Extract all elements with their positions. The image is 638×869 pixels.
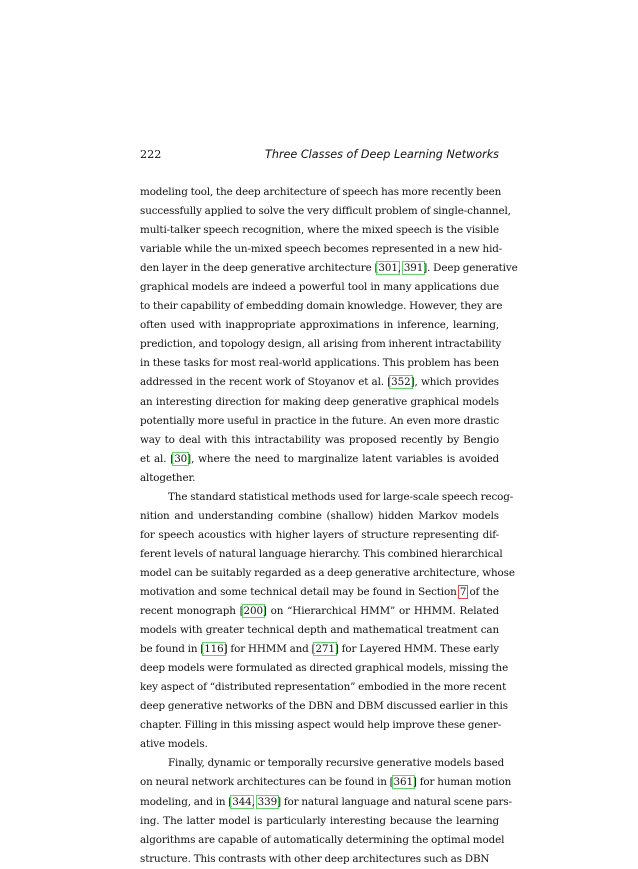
citation-link[interactable]: 271 <box>315 643 335 656</box>
text-line: variable while the un-mixed speech becomes represented in a new hid- <box>140 243 503 256</box>
text-line: key aspect of “distributed representation” embodied in the more recent <box>140 681 507 694</box>
text-line: often used with inappropriate approximations in inference, learning, <box>140 319 499 332</box>
citation-link[interactable]: 361 <box>393 776 413 789</box>
text-line: modeling tool, the deep architecture of speech has more recently been <box>140 186 502 198</box>
paragraph <box>140 183 518 488</box>
running-title: Three Classes of Deep Learning Networks <box>265 148 499 161</box>
body-text <box>140 183 518 869</box>
citation-link[interactable]: 116 <box>204 643 224 656</box>
text-line: modeling, and in [344, 339] for natural language and natural scene pars- <box>140 795 512 808</box>
text-line: motivation and some technical detail may be found in Section 7 of the <box>140 585 499 598</box>
text-line: algorithms are capable of automatically determining the optimal model <box>140 833 505 846</box>
text-line: way to deal with this intractability was proposed recently by Bengio <box>140 433 499 446</box>
text-line: et al. [30], where the need to marginalize latent variables is avoided <box>140 452 500 465</box>
text-line: prediction, and topology design, all arising from inherent intractability <box>140 338 502 351</box>
text-line: deep models were formulated as directed graphical models, missing the <box>140 662 509 675</box>
citation-link[interactable]: 339 <box>257 795 278 808</box>
text-line: Finally, dynamic or temporally recursive generative models based <box>168 757 505 770</box>
citation-link[interactable]: 301 <box>378 262 398 275</box>
citation-link[interactable]: 30 <box>174 452 188 465</box>
text-line: potentially more useful in practice in the future. An even more drastic <box>140 414 499 427</box>
text-line: models with greater technical depth and mathematical treatment can <box>140 624 499 637</box>
text-line: ferent levels of natural language hierarchy. This combined hierarchical <box>140 547 503 560</box>
citation-link[interactable]: 352 <box>391 376 411 389</box>
text-line: graphical models are indeed a powerful tool in many applications due <box>140 281 499 294</box>
citation-link[interactable]: 200 <box>243 605 263 618</box>
text-line: be found in [116] for HHMM and [271] for Layered HMM. These early <box>140 643 500 656</box>
text-line: nition and understanding combine (shallow) hidden Markov models <box>140 509 499 522</box>
text-line: for speech acoustics with higher layers of structure representing dif- <box>140 528 499 541</box>
text-line: den layer in the deep generative architecture [301, 391]. Deep generative <box>140 262 518 275</box>
text-line: structure. This contrasts with other deep architectures such as DBN <box>140 852 490 865</box>
text-line: deep generative networks of the DBN and DBM discussed earlier in this <box>140 700 508 713</box>
text-line: to their capability of embedding domain knowledge. However, they are <box>140 300 503 313</box>
paragraph <box>140 488 515 755</box>
text-line: ing. The latter model is particularly interesting because the learning <box>140 814 499 827</box>
text-line: an interesting direction for making deep generative graphical models <box>140 395 499 408</box>
paragraph <box>140 754 512 868</box>
text-line: addressed in the recent work of Stoyanov et al. [352], which provides <box>140 376 499 389</box>
section-link[interactable]: 7 <box>459 585 467 598</box>
citation-link[interactable]: 344 <box>232 795 252 808</box>
page-number: 222 <box>140 148 162 161</box>
text-line: successfully applied to solve the very difficult problem of single-channel, <box>140 205 511 218</box>
text-line: on neural network architectures can be found in [361] for human motion <box>140 776 512 789</box>
page-header <box>140 148 499 166</box>
text-line: chapter. Filling in this missing aspect would help improve these gener- <box>140 719 502 732</box>
text-line: model can be suitably regarded as a deep generative architecture, whose <box>140 566 515 579</box>
text-line: recent monograph [200] on “Hierarchical HMM” or HHMM. Related <box>140 605 499 618</box>
text-line: The standard statistical methods used for large-scale speech recog- <box>168 490 514 503</box>
text-line: in these tasks for most real-world applications. This problem has been <box>140 357 499 370</box>
text-line: ative models. <box>140 738 208 751</box>
citation-link[interactable]: 391 <box>403 262 424 275</box>
text-line: altogether. <box>140 471 196 484</box>
text-line: multi-talker speech recognition, where the mixed speech is the visible <box>140 224 499 237</box>
